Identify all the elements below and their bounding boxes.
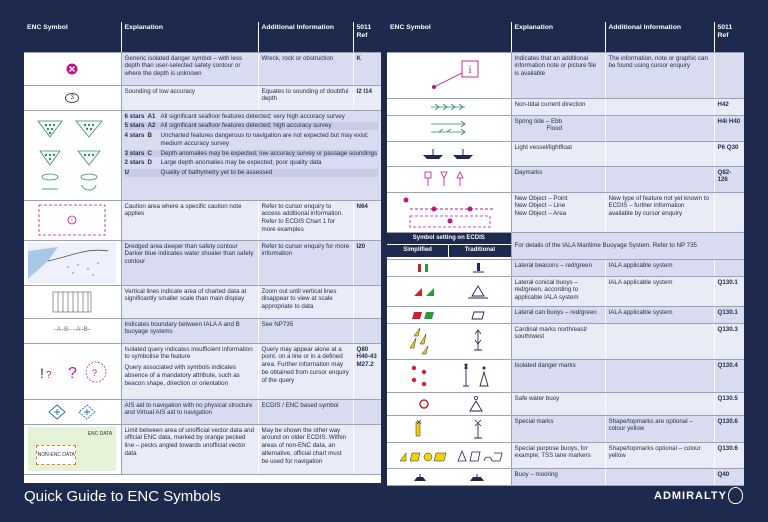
lateral-can-buoy-icon [387, 306, 511, 323]
list-item: U Quality of bathymetry yet to be assessed [125, 169, 379, 177]
header-explanation: Explanation [511, 22, 605, 52]
new-object-icon [387, 192, 511, 232]
symbol-setting-band: Symbol setting on ECDIS [387, 233, 511, 245]
buoyage-note: For details of the IALA Maritime Buoyage System. Refer to NP 735 [511, 232, 744, 259]
lateral-beacon-icon [387, 259, 511, 276]
svg-text:?: ? [92, 368, 98, 378]
table-row [24, 110, 381, 200]
left-panel [24, 22, 381, 483]
table-row: i Indicates that an additional information note or picture file is available The information, note or graphic can be found using cursor enquiry [387, 52, 744, 98]
zoc-legend [121, 110, 381, 200]
info-letter: i [468, 64, 472, 76]
lateral-conical-buoy-icon [387, 276, 511, 306]
left-header-row [24, 22, 381, 52]
svg-text:!: ! [71, 218, 73, 224]
table-row: Light vessel/lightfloat P6 Q30 [387, 141, 744, 166]
crest-icon [728, 487, 743, 504]
page-title: Quick Guide to ENC Symbols [24, 488, 221, 505]
svg-text:!: ! [40, 365, 45, 381]
table-row: ! ? ? ? Isolated query indicates insufficient information to symbolise the feature Query associated with symbols indicates absence of a mandatory attribute, such as beacon shape, direction or orientation Query may appear alone at a point, on a line or in a defined area. Further information may be obtained from cursor enquiry of the query Q80 H40-43 M27.2 [24, 343, 381, 399]
list-item: 2 stars D Large depth anomalies may be expected; poor quality data [124, 159, 322, 167]
traditional-header: Traditional [448, 244, 510, 257]
table-row: Special purpose buoys, for example; TSS lane markers Shape/topmarks optional – colour yellow Q130.6 [387, 442, 744, 468]
left-symbol-table [24, 22, 381, 475]
right-panel [387, 22, 744, 483]
table-row: Vertical lines indicate area of charted data at significantly smaller scale than main display Zoom out until vertical lines disappear to view at scale appropriate to data [24, 285, 381, 318]
table-row: Buoy – mooring Q40 [387, 468, 744, 485]
safe-water-buoy-icon [387, 392, 511, 415]
table-row: Daymarks Q82-126 [387, 166, 744, 192]
table-row: ! Caution area where a specific caution note applies Refer to cursor enquiry to access additional information. Refer to ECDIS Chart 1 for more examples N64 [24, 200, 381, 240]
header-additional: Additional Information [605, 22, 714, 52]
right-header-row [387, 22, 744, 52]
mooring-buoy-icon [387, 468, 511, 485]
table-row: AIS aid to navigation with no physical structure and Virtual AIS aid to navigation ECDIS / ENC based symbol [24, 399, 381, 424]
sounding-icon: 3 [24, 85, 121, 110]
brand-logo: ADMIRALTY [654, 490, 727, 502]
light-vessel-icon [387, 141, 511, 166]
tidal-stream-icon [387, 115, 511, 141]
table-row: ENC DATA NON-ENC DATA Limit between area of unofficial vector data and official ENC data, marked by orange pecked line – pecks angled towards unofficial vector data May be shown the other way around on older ECDIS. Within areas of non-ENC data, an alternative, official chart must be used for navigation [24, 424, 381, 474]
special-purpose-buoy-icon [387, 442, 511, 468]
dredged-area-icon [24, 240, 121, 285]
list-item: 5 stars A2 All significant seafloor features detected; high accuracy survey [125, 122, 379, 130]
list-item: 6 stars A1 All significant seafloor features detected; very high accuracy survey [124, 112, 345, 120]
table-row: Non-tidal current direction H42 [387, 98, 744, 115]
isolated-danger-icon [24, 52, 121, 85]
table-row: –A–B– –A–B– Indicates boundary between IALA A and B buoyage systems See NP735 [24, 318, 381, 343]
svg-text:?: ? [46, 370, 52, 381]
unofficial-data-icon: ENC DATA NON-ENC DATA [24, 424, 121, 474]
list-item: 3 stars C Depth anomalies may be expected; low accuracy survey or passage soundings [124, 149, 378, 157]
iala-boundary-icon: –A–B– –A–B– [24, 318, 121, 343]
header-ref: 5011 Ref [714, 22, 744, 52]
table-row: Dredged area deeper than safety contour Darker blue indicates water shoaler than safety contour Refer to cursor enquiry for more information I20 [24, 240, 381, 285]
table-row: Special marks Shape/topmarks are optional – colour yellow Q130.6 [387, 415, 744, 442]
caution-area-icon [24, 200, 121, 240]
simplified-header: Simplified [387, 244, 448, 257]
svg-text:?: ? [68, 365, 78, 382]
isolated-danger-mark-icon [387, 359, 511, 392]
info-note-icon [387, 52, 511, 98]
non-tidal-current-icon [387, 98, 511, 115]
header-symbol: ENC Symbol [24, 22, 121, 52]
zoc-symbols [24, 110, 121, 200]
table-row: 3 Sounding of low accuracy Equates to sounding of doubtful depth I2 I14 [24, 85, 381, 110]
header-additional: Additional Information [258, 22, 353, 52]
header-explanation: Explanation [121, 22, 258, 52]
special-mark-icon [387, 415, 511, 442]
right-symbol-table [387, 22, 744, 486]
header-symbol: ENC Symbol [387, 22, 511, 52]
buoy-section-header [387, 232, 744, 259]
table-row: Lateral conical buoys – red/green, according to applicable IALA system IALA applicable system Q130.1 [387, 276, 744, 306]
header-ref: 5011 Ref [353, 22, 381, 52]
table-row: Generic isolated danger symbol – with less depth than user-selected safety contour or where the depth is unknown Wreck, rock or obstruction K [24, 52, 381, 85]
isolated-query-icon [24, 343, 121, 399]
daymark-icon [387, 166, 511, 192]
table-row: Safe water buoy Q130.5 [387, 392, 744, 415]
table-row: Lateral can buoys – red/green IALA applicable system Q130.1 [387, 306, 744, 323]
table-row: New Object – Point New Object – Line New Object – Area New type of feature not yet known to ECDIS – further information available by cursor enquiry [387, 192, 744, 232]
table-row: Spring tide – Ebb Flood H4i H40 [387, 115, 744, 141]
table-row: Lateral beacons – red/green IALA applicable system [387, 259, 744, 276]
table-row: Isolated danger marks Q130.4 [387, 359, 744, 392]
vertical-lines-icon [24, 285, 121, 318]
table-row: Cardinal marks north/east/ south/west Q130.3 [387, 323, 744, 359]
ais-aid-icon [24, 399, 121, 424]
list-item: 4 stars B Uncharted features dangerous to navigation are not expected but may exist; medium accuracy survey [124, 132, 369, 147]
zoc-triangles-icon [32, 115, 112, 195]
cardinal-mark-icon [387, 323, 511, 359]
